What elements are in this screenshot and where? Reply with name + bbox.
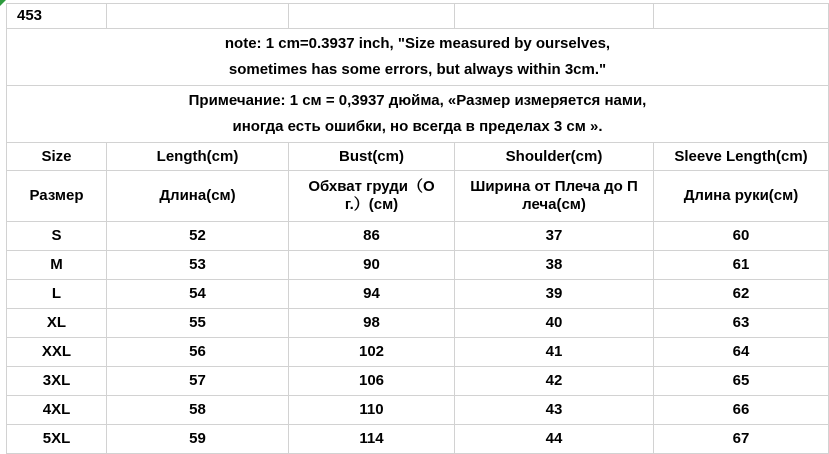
length-cell: 59 xyxy=(107,425,289,454)
table-row xyxy=(7,425,829,454)
header-sleeve-length: Sleeve Length(cm) xyxy=(654,143,829,171)
header-shoulder-ru: Ширина от Плеча до П леча(см) xyxy=(455,171,654,222)
note-english xyxy=(7,29,829,86)
note-english-row xyxy=(7,29,829,86)
bust-cell: 114 xyxy=(289,425,455,454)
header-length: Length(cm) xyxy=(107,143,289,171)
length-cell: 52 xyxy=(107,222,289,251)
size-cell: XXL xyxy=(7,338,107,367)
bust-cell: 94 xyxy=(289,280,455,309)
shoulder-cell: 40 xyxy=(455,309,654,338)
shoulder-cell: 43 xyxy=(455,396,654,425)
id-label: 453 xyxy=(7,4,107,29)
bust-cell: 106 xyxy=(289,367,455,396)
sleeve-length-cell: 66 xyxy=(654,396,829,425)
shoulder-cell: 41 xyxy=(455,338,654,367)
sleeve-length-cell: 65 xyxy=(654,367,829,396)
table-row xyxy=(7,367,829,396)
bust-cell: 102 xyxy=(289,338,455,367)
header-bust: Bust(cm) xyxy=(289,143,455,171)
sleeve-length-cell: 63 xyxy=(654,309,829,338)
table-row xyxy=(7,338,829,367)
table-row xyxy=(7,280,829,309)
bust-cell: 86 xyxy=(289,222,455,251)
size-chart-table xyxy=(6,3,829,454)
bust-cell: 110 xyxy=(289,396,455,425)
header-row-russian xyxy=(7,171,829,222)
empty-cell xyxy=(107,4,289,29)
shoulder-cell: 37 xyxy=(455,222,654,251)
empty-cell xyxy=(455,4,654,29)
size-cell: 4XL xyxy=(7,396,107,425)
table-row xyxy=(7,309,829,338)
length-cell: 54 xyxy=(107,280,289,309)
empty-cell xyxy=(289,4,455,29)
note-russian-line1: Примечание: 1 см = 0,3937 дюйма, «Размер измеряется нами, xyxy=(188,92,647,109)
shoulder-cell: 39 xyxy=(455,280,654,309)
size-cell: 5XL xyxy=(7,425,107,454)
empty-cell xyxy=(654,4,829,29)
note-russian-row xyxy=(7,86,829,143)
header-shoulder: Shoulder(cm) xyxy=(455,143,654,171)
sleeve-length-cell: 60 xyxy=(654,222,829,251)
length-cell: 53 xyxy=(107,251,289,280)
length-cell: 57 xyxy=(107,367,289,396)
id-row xyxy=(7,4,829,29)
note-russian xyxy=(7,86,829,143)
length-cell: 56 xyxy=(107,338,289,367)
shoulder-cell: 44 xyxy=(455,425,654,454)
sleeve-length-cell: 67 xyxy=(654,425,829,454)
sleeve-length-cell: 64 xyxy=(654,338,829,367)
note-english-line2: sometimes has some errors, but always within 3cm." xyxy=(228,61,607,78)
table-row xyxy=(7,251,829,280)
header-bust-ru: Обхват груди（О г.）(см) xyxy=(289,171,455,222)
sleeve-length-cell: 61 xyxy=(654,251,829,280)
size-cell: S xyxy=(7,222,107,251)
header-size-ru: Размер xyxy=(7,171,107,222)
note-russian-line2: иногда есть ошибки, но всегда в пределах 3 см ». xyxy=(232,118,603,135)
shoulder-cell: 38 xyxy=(455,251,654,280)
table-row xyxy=(7,396,829,425)
size-cell: 3XL xyxy=(7,367,107,396)
length-cell: 58 xyxy=(107,396,289,425)
shoulder-cell: 42 xyxy=(455,367,654,396)
table-row xyxy=(7,222,829,251)
size-cell: L xyxy=(7,280,107,309)
header-row-english xyxy=(7,143,829,171)
size-cell: M xyxy=(7,251,107,280)
length-cell: 55 xyxy=(107,309,289,338)
header-size: Size xyxy=(7,143,107,171)
header-sleeve-length-ru: Длина руки(см) xyxy=(654,171,829,222)
sleeve-length-cell: 62 xyxy=(654,280,829,309)
bust-cell: 90 xyxy=(289,251,455,280)
bust-cell: 98 xyxy=(289,309,455,338)
note-english-line1: note: 1 cm=0.3937 inch, "Size measured by ourselves, xyxy=(224,35,611,52)
size-cell: XL xyxy=(7,309,107,338)
header-length-ru: Длина(см) xyxy=(107,171,289,222)
